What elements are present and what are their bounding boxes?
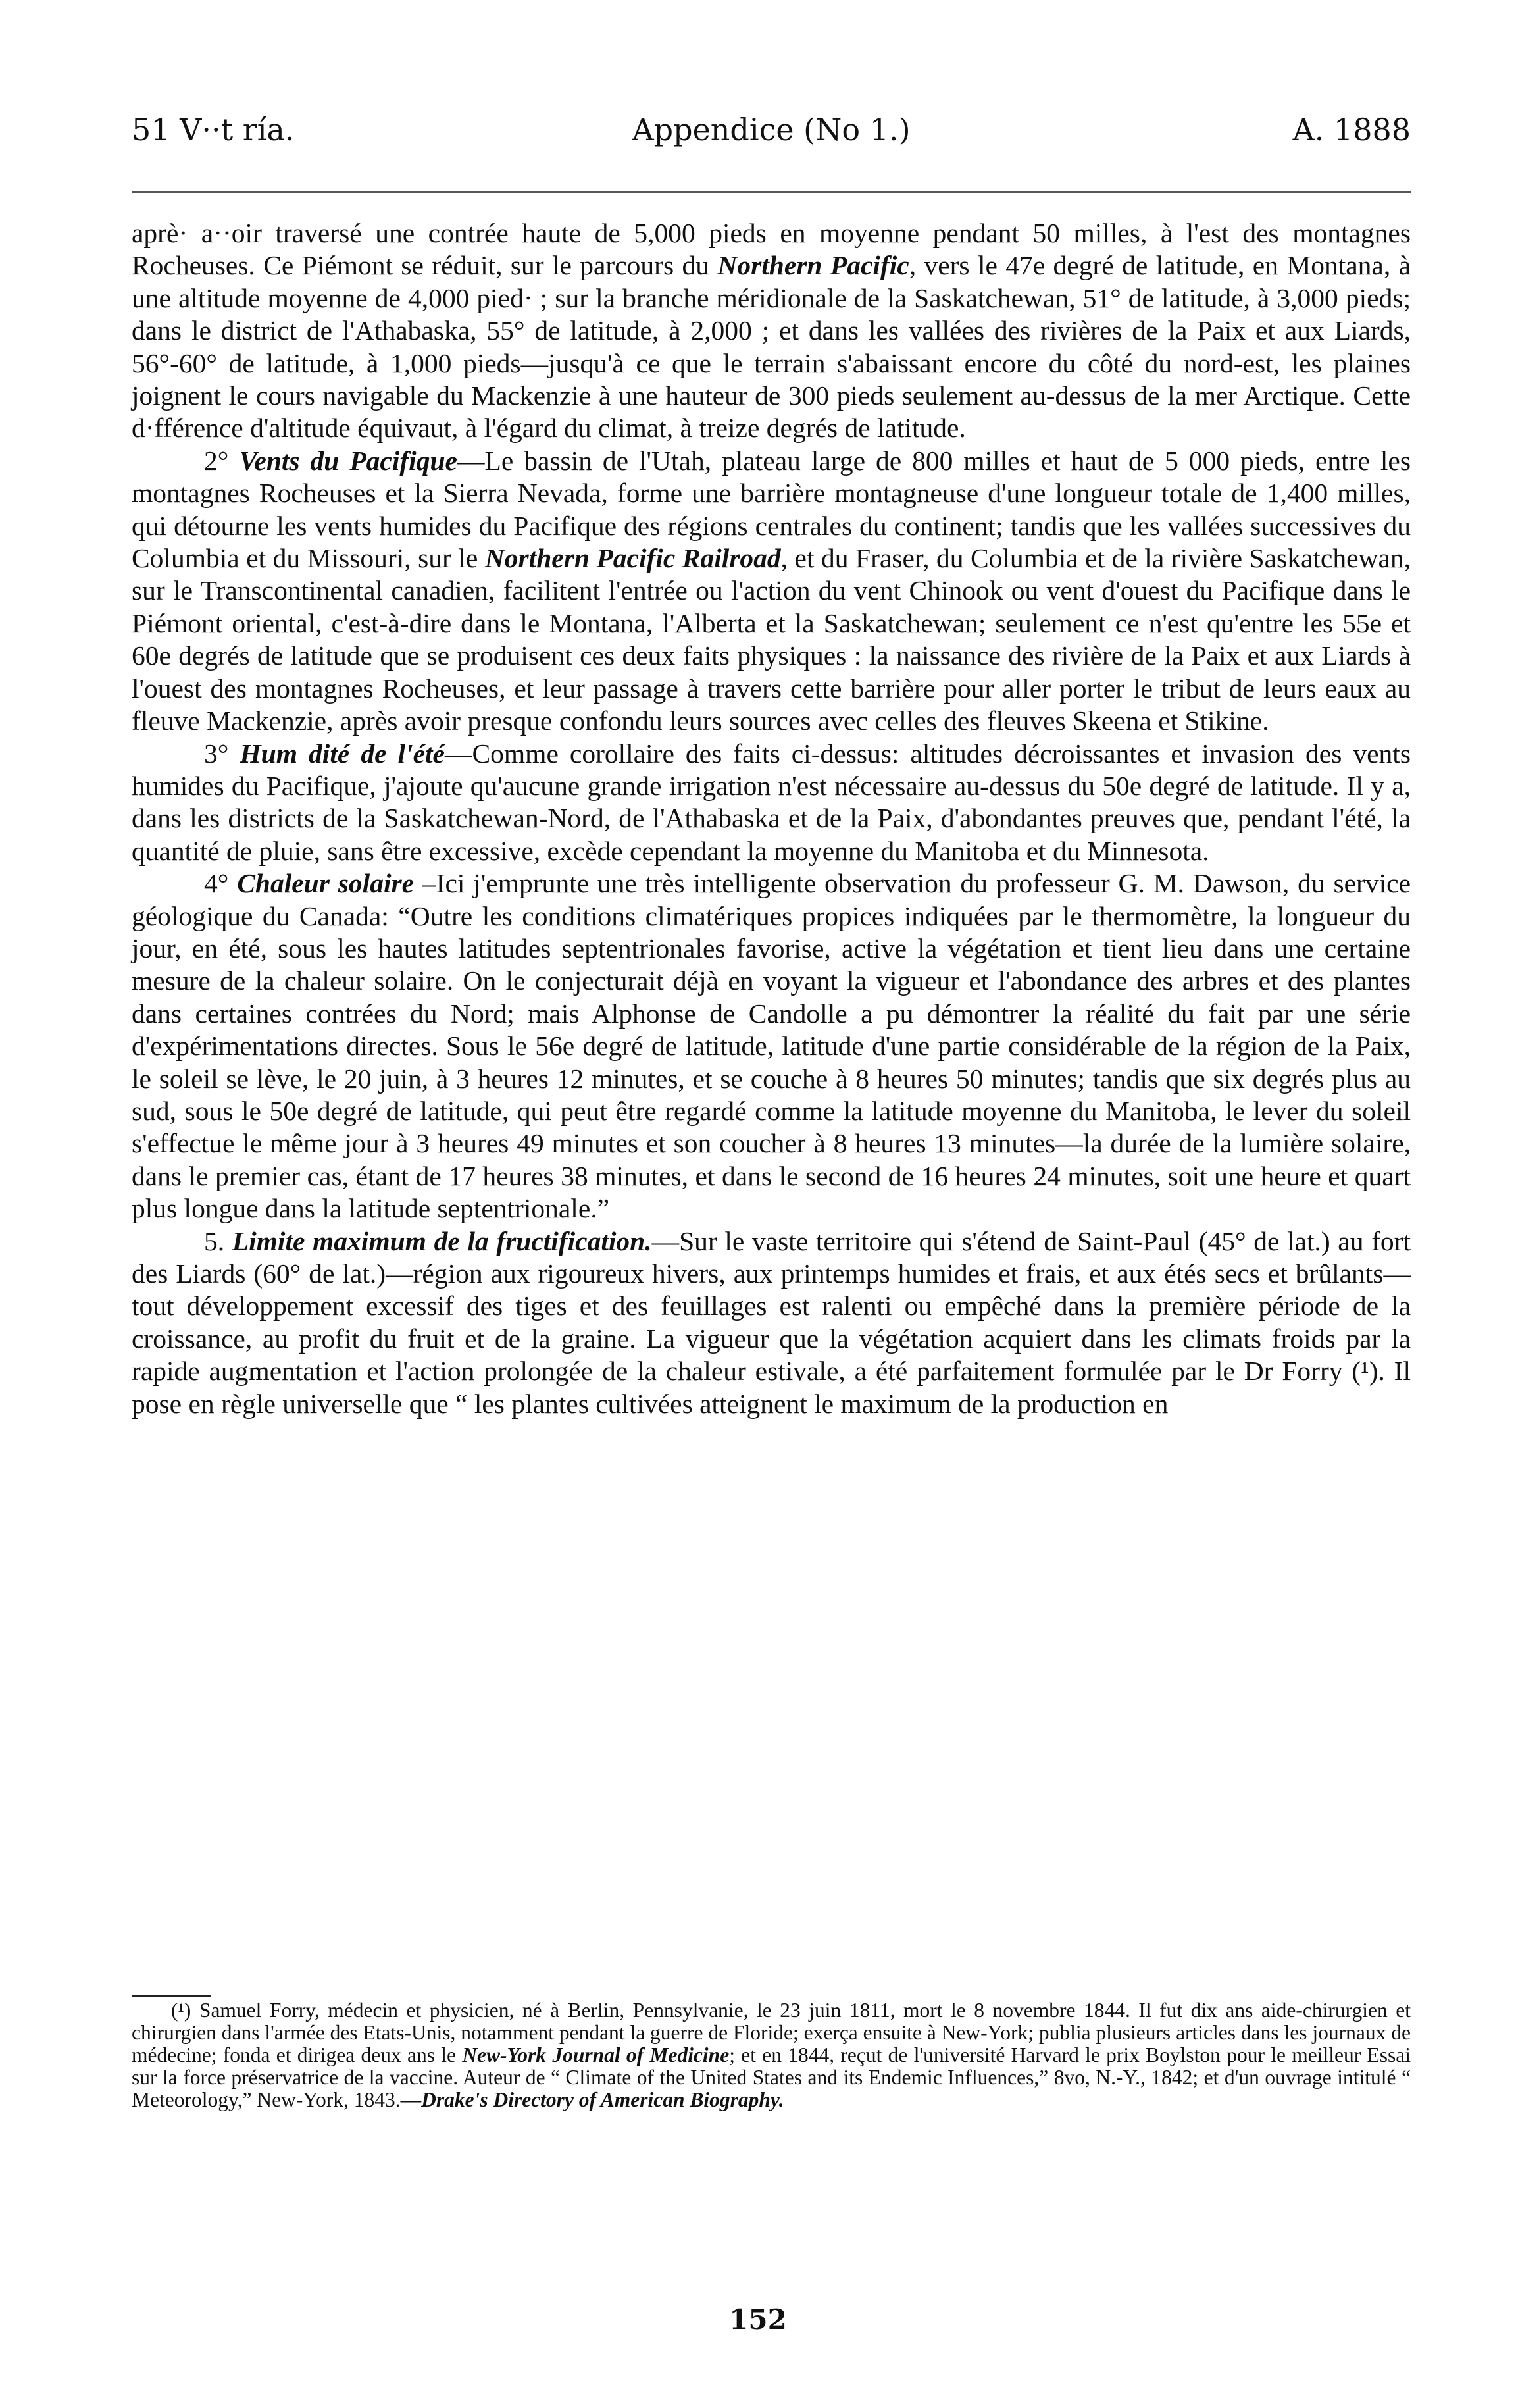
header-year: A. 1888 [1292, 112, 1411, 147]
page-header [132, 112, 1411, 158]
italic-span: Hum dité de l'été [240, 738, 445, 769]
header-rule [132, 191, 1411, 193]
text-span: aprè· a··oir traversé une contrée haute de 5,000 pieds en moyenne pendant 50 milles, à l'est des montagnes Rocheuses. Ce Piémont se réduit, sur le parcours du [132, 218, 1411, 281]
text-span: 4° [204, 868, 238, 899]
header-session-label: 51 V··t ría. [132, 112, 295, 147]
text-span: 5. [204, 1225, 232, 1256]
text-span: ; et en 1844, reçut de l'université Harvard le prix Boylston pour le meilleur Essai sur la force préservatrice de la vaccine. Auteur de “ Climate of the United States and its Endemic Influences,” 8vo, N.-Y., 1842; et d'un ouvrage intitulé “ Meteorology,” New-York, 1843.— [132, 2043, 1411, 2111]
footnotes [132, 1999, 1411, 2111]
paragraph [132, 445, 1411, 738]
paragraph [132, 1225, 1411, 1420]
italic-span: New-York Journal of Medicine [462, 2043, 730, 2066]
italic-span: Northern Pacific [717, 250, 909, 281]
text-span: 3° [204, 738, 240, 769]
text-span: —Le bassin de l'Utah, plateau large de 800 milles et haut de 5 000 pieds, entre les montagnes Rocheuses et la Sierra Nevada, forme une barrière montagneuse d'une longueur totale de 1,400 milles, qui détourne les vents humides du Pacifique des régions centrales du continent; tandis que les vallées successives du Columbia et du Missouri, sur le [132, 445, 1411, 574]
italic-span: Northern Pacific Railroad [484, 543, 781, 574]
italic-span: Limite maximum de la fructification. [232, 1225, 652, 1256]
paragraph [132, 867, 1411, 1225]
page-number: 152 [729, 2303, 787, 2336]
header-appendix-title: Appendice (No 1.) [632, 112, 911, 147]
paragraph [132, 217, 1411, 445]
paragraph [132, 738, 1411, 868]
text-span: , vers le 47e degré de latitude, en Montana, à une altitude moyenne de 4,000 pied· ; sur la branche méridionale de la Saskatchewan, 51° de latitude, à 3,000 pieds; dans le district de l'Athabaska, 55° de latitude, à 2,000 ; et dans les vallées des rivières de la Paix et aux Liards, 56°-60° de latitude, à 1,000 pieds—jusqu'à ce que le terrain s'abaissant encore du côté du nord-est, les plaines joignent le cours navigable du Mackenzie à une hauteur de 300 pieds seulement au-dessus de la mer Arctique. Cette d·fférence d'altitude équivaut, à l'égard du climat, à treize degrés de latitude. [132, 250, 1411, 444]
text-span: , et du Fraser, du Columbia et de la rivière Saskatchewan, sur le Transcontinental canadien, facilitent l'entrée ou l'action du vent Chinook ou vent d'ouest du Pacifique dans le Piémont oriental, c'est-à-dire dans le Montana, l'Alberta et la Saskatchewan; seulement ce n'est qu'entre les 55e et 60e degrés de latitude que se produisent ces deux faits physiques : la naissance des rivière de la Paix et aux Liards à l'ouest des montagnes Rocheuses, et leur passage à travers cette barrière pour aller porter le tribut de leurs eaux au fleuve Mackenzie, après avoir presque confondu leurs sources avec celles des fleuves Skeena et Stikine. [132, 543, 1411, 736]
italic-span: Drake's Directory of American Biography. [421, 2088, 784, 2111]
text-span: –Ici j'emprunte une très intelligente observation du professeur G. M. Dawson, du service géologique du Canada: “Outre les conditions climatériques propices indiquées par le thermomètre, la longueur du jour, en été, sous les hautes latitudes septentrionales favorise, active la végétation et tient lieu dans une certaine mesure de la chaleur solaire. On le conjecturait déjà en voyant la vigueur et l'abondance des arbres et des plantes dans certaines contrées du Nord; mais Alphonse de Candolle a pu démontrer la réalité du fait par une série d'expérimentations directes. Sous le 56e degré de latitude, latitude d'une partie considérable de la région de la Paix, le soleil se lève, le 20 juin, à 3 heures 12 minutes, et se couche à 8 heures 50 minutes; tandis que six degrés plus au sud, sous le 50e degré de latitude, qui peut être regardé comme la latitude moyenne du Manitoba, le lever du soleil s'effectue le même jour à 3 heures 49 minutes et son coucher à 8 heures 13 minutes—la durée de la lumière solaire, dans le premier cas, étant de 17 heures 38 minutes, et dans le second de 16 heures 24 minutes, soit une heure et quart plus longue dans la latitude septentrionale.” [132, 868, 1411, 1224]
italic-span: Vents du Pacifique [239, 445, 457, 476]
text-span: 2° [204, 445, 240, 476]
text-span: (¹) Samuel Forry, médecin et physicien, né à Berlin, Pennsylvanie, le 23 juin 1811, mort le 8 novembre 1844. Il fut dix ans aide-chirurgien et chirurgien dans l'armée des Etats-Unis, notamment pendant la guerre de Floride; exerça ensuite à New-York; publia plusieurs articles dans les journaux de médecine; fonda et dirigea deux ans le [132, 1999, 1411, 2066]
body-text [132, 217, 1411, 1420]
footnote-rule [132, 1995, 211, 1997]
italic-span: Chaleur solaire [237, 868, 415, 899]
footnote-paragraph [132, 1999, 1411, 2111]
text-span: —Comme corollaire des faits ci-dessus: altitudes décroissantes et invasion des vents humides du Pacifique, j'ajoute qu'aucune grande irrigation n'est nécessaire au-dessus du 50e degré de latitude. Il y a, dans les districts de la Saskatchewan-Nord, de l'Athabaska et de la Paix, d'abondantes preuves que, pendant l'été, la quantité de pluie, sans être excessive, excède cependant la moyenne du Manitoba et du Minnesota. [132, 738, 1411, 866]
text-span: —Sur le vaste territoire qui s'étend de Saint-Paul (45° de lat.) au fort des Liards (60° de lat.)—région aux rigoureux hivers, aux printemps humides et frais, et aux étés secs et brûlants—tout développement excessif des tiges et des feuillages est ralenti ou empêché dans la première période de la croissance, au profit du fruit et de la graine. La vigueur que la végétation acquiert dans les climats froids par la rapide augmentation et l'action prolongée de la chaleur estivale, a été parfaitement formulée par le Dr Forry (¹). Il pose en règle universelle que “ les plantes cultivées atteignent le maximum de la production en [132, 1225, 1411, 1419]
